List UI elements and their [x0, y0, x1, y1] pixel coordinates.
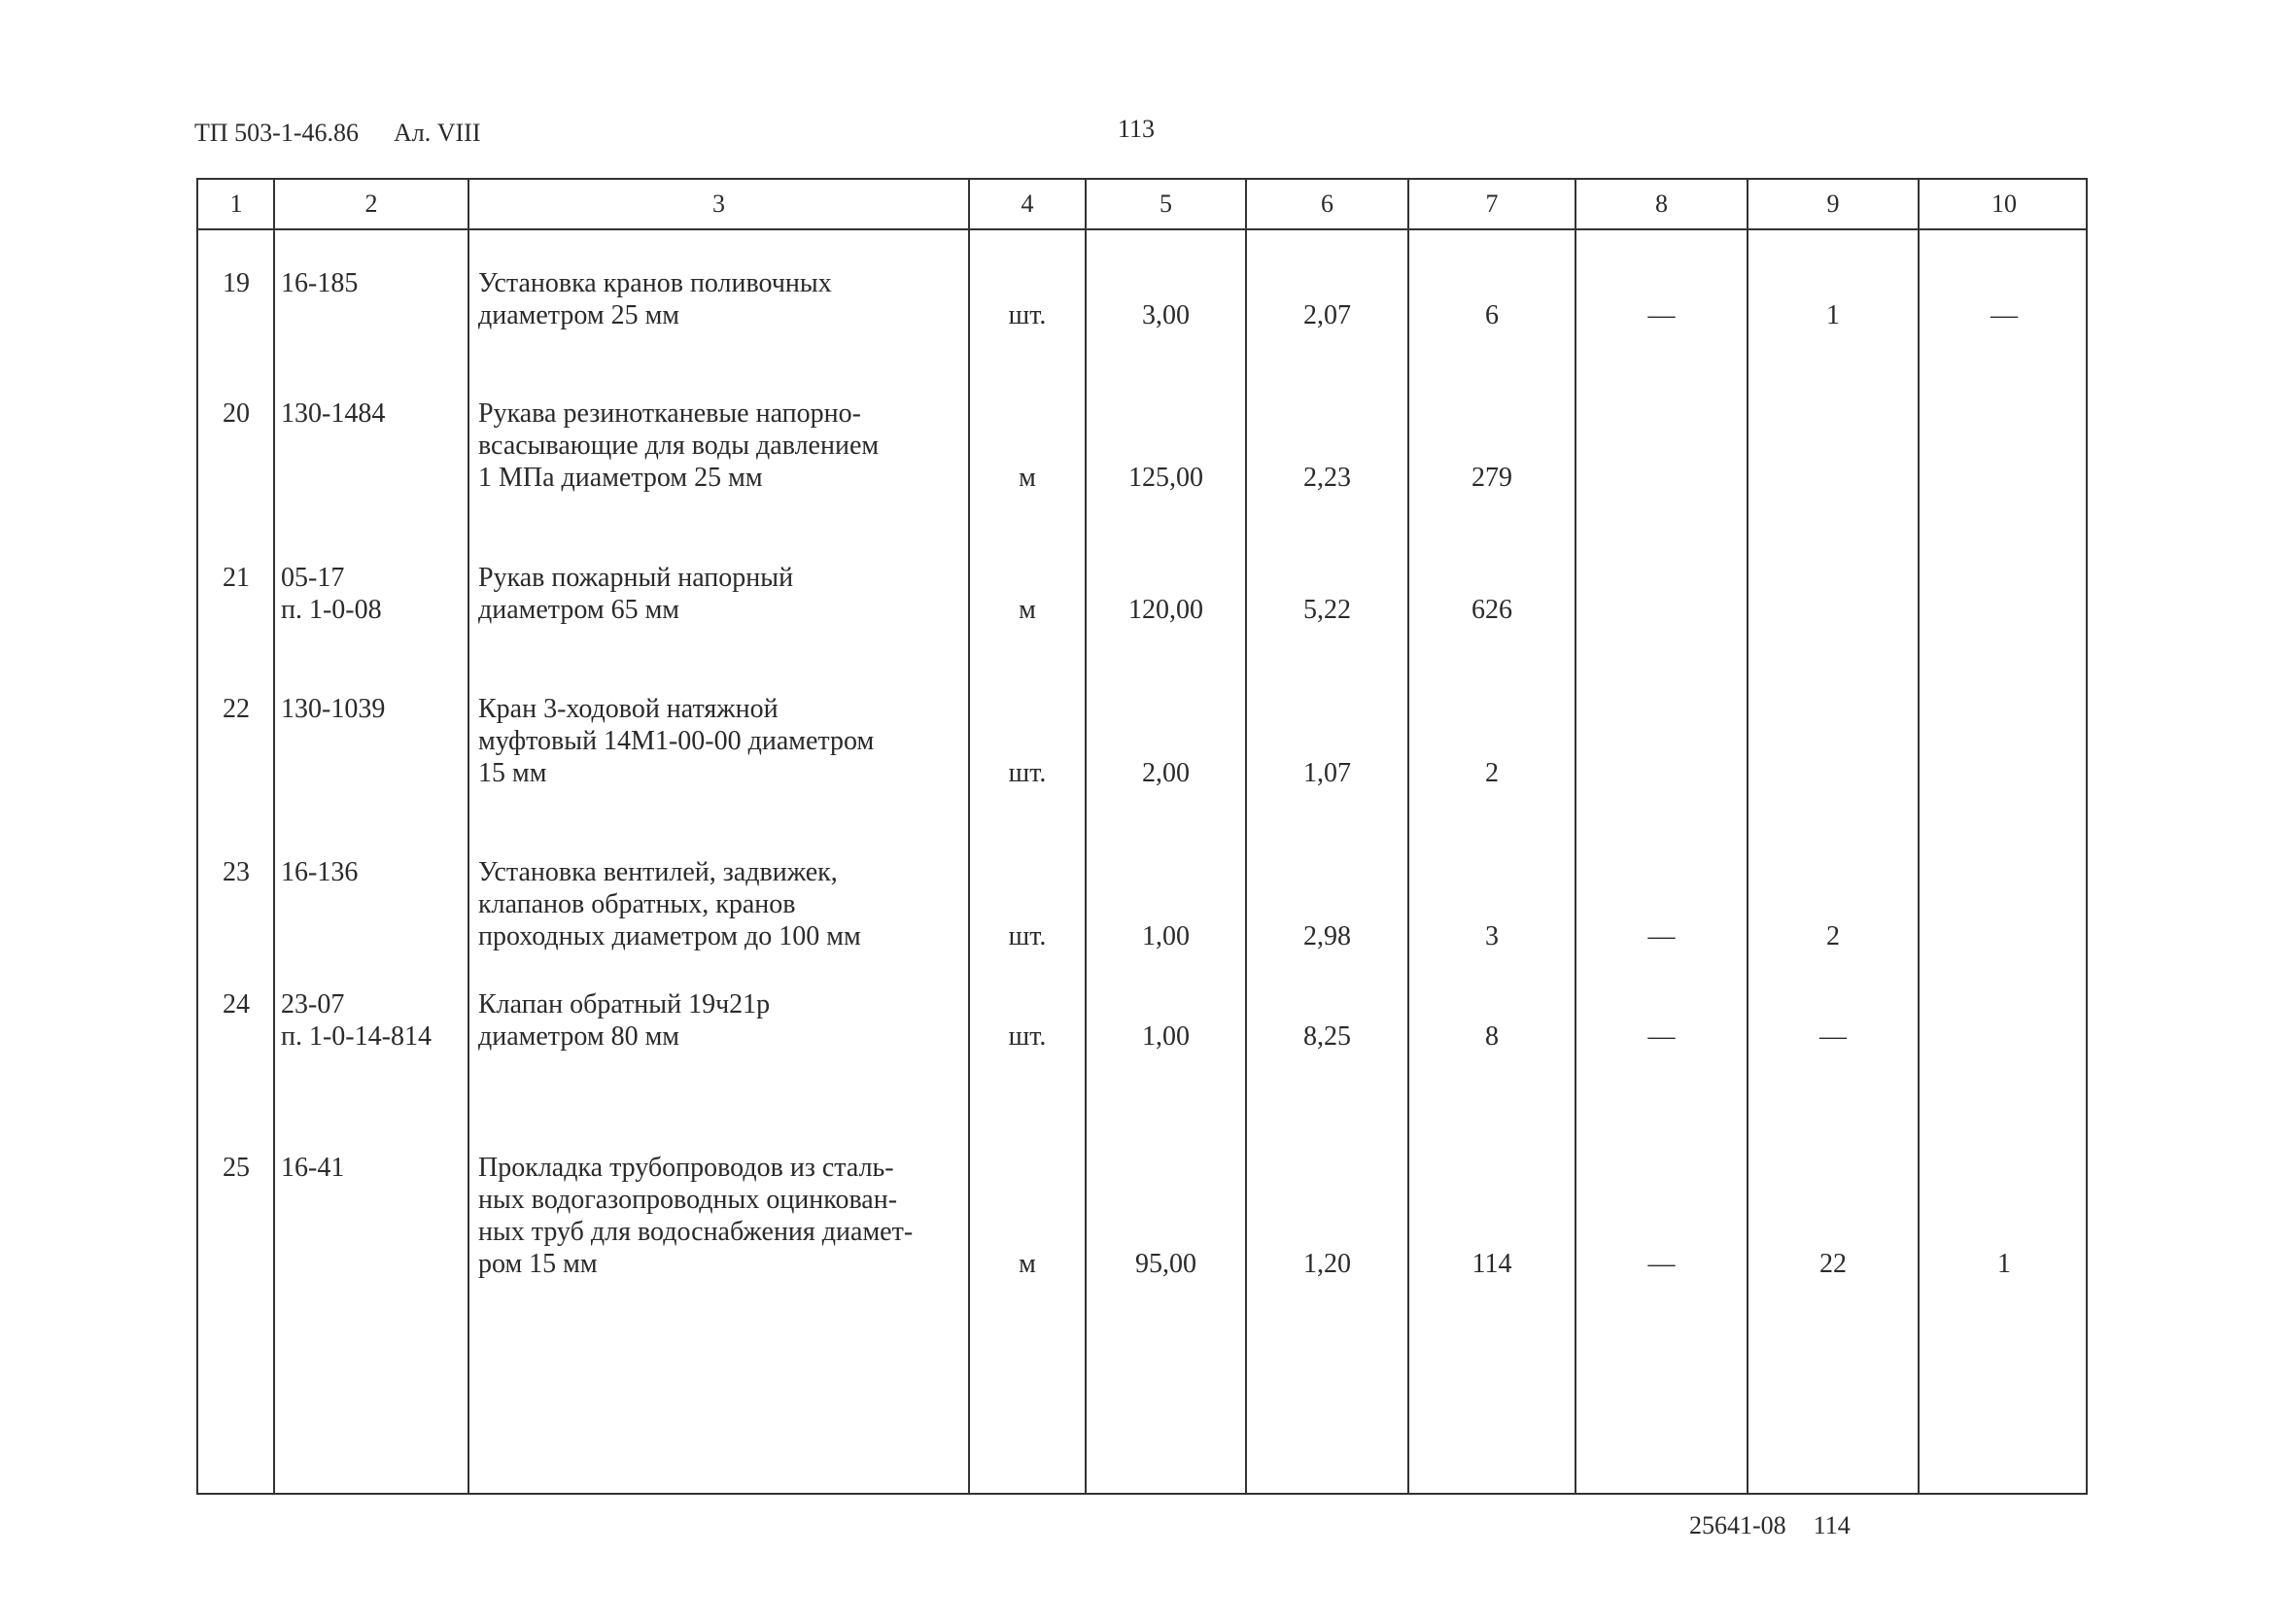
price-cell: 2,98 [1303, 921, 1351, 951]
column-header-7: 7 [1485, 190, 1499, 218]
column-divider [1245, 180, 1247, 1493]
col10-cell: 1 [1997, 1249, 2011, 1279]
code-cell: 130-1484 [281, 398, 386, 429]
column-header-6: 6 [1321, 190, 1333, 218]
footer-doc-number: 25641-08 [1689, 1511, 1786, 1539]
row-number: 20 [223, 398, 250, 429]
code-cell: 16-185 [281, 268, 359, 298]
column-header-9: 9 [1826, 190, 1840, 218]
sheet-label: Ал. VIII [393, 119, 481, 147]
column-divider [1407, 180, 1409, 1493]
unit-cell: шт. [1008, 300, 1047, 330]
name-cell: Рукава резинотканевые напорно- всасывающие для воды давлением 1 МПа диаметром 25 мм [478, 398, 880, 493]
column-header-8: 8 [1655, 190, 1668, 218]
price-cell: 8,25 [1303, 1021, 1351, 1052]
name-cell: Установка вентилей, задвижек, клапанов обратных, кранов проходных диаметром до 100 мм [478, 857, 861, 951]
code-cell: 130-1039 [281, 694, 386, 724]
col8-cell: — [1647, 1249, 1676, 1279]
name-cell: Рукав пожарный напорный диаметром 65 мм [478, 563, 794, 625]
col9-cell: 2 [1826, 921, 1840, 951]
unit-cell: м [1019, 463, 1036, 493]
col8-cell: — [1647, 921, 1676, 951]
column-divider [1747, 180, 1748, 1493]
header-divider [198, 228, 2086, 230]
cost-cell: 279 [1471, 463, 1512, 493]
cost-cell: 2 [1485, 758, 1499, 788]
row-number: 19 [223, 268, 250, 298]
quantity-cell: 120,00 [1128, 595, 1203, 625]
price-cell: 1,20 [1303, 1249, 1351, 1279]
quantity-cell: 1,00 [1142, 1021, 1190, 1052]
col8-cell: — [1647, 1021, 1676, 1052]
row-number: 25 [223, 1153, 250, 1183]
quantity-cell: 1,00 [1142, 921, 1190, 951]
col10-cell: — [1991, 300, 2018, 330]
doc-code: ТП 503-1-46.86 [194, 119, 359, 147]
column-header-2: 2 [364, 190, 378, 218]
price-cell: 1,07 [1303, 758, 1351, 788]
row-number: 22 [223, 694, 250, 724]
column-header-1: 1 [229, 190, 243, 218]
name-cell: Кран 3-ходовой натяжной муфтовый 14М1-00-00 диаметром 15 мм [478, 694, 875, 788]
column-header-10: 10 [1991, 190, 2017, 218]
name-cell: Клапан обратный 19ч21р диаметром 80 мм [478, 989, 771, 1052]
unit-cell: м [1019, 1249, 1036, 1279]
cost-cell: 3 [1485, 921, 1499, 951]
footer [1689, 1511, 1851, 1540]
unit-cell: м [1019, 595, 1036, 625]
price-cell: 2,07 [1303, 300, 1351, 330]
column-divider [1085, 180, 1087, 1493]
column-divider [273, 180, 275, 1493]
col8-cell: — [1647, 300, 1676, 330]
cost-cell: 6 [1485, 300, 1499, 330]
row-number: 23 [223, 857, 250, 887]
unit-cell: шт. [1008, 758, 1047, 788]
cost-cell: 626 [1471, 595, 1512, 625]
quantity-cell: 125,00 [1128, 463, 1203, 493]
row-number: 24 [223, 989, 250, 1019]
column-divider [968, 180, 970, 1493]
cost-cell: 114 [1471, 1249, 1512, 1279]
name-cell: Прокладка трубопроводов из сталь- ных водогазопроводных оцинкован- ных труб для водоснабжения диамет- ром 15 мм [478, 1153, 914, 1279]
column-divider [1575, 180, 1576, 1493]
column-header-5: 5 [1160, 190, 1172, 218]
quantity-cell: 95,00 [1135, 1249, 1196, 1279]
unit-cell: шт. [1008, 921, 1047, 951]
code-cell: 23-07 п. 1-0-14-814 [281, 989, 432, 1052]
column-divider [467, 180, 469, 1493]
column-header-3: 3 [712, 190, 725, 218]
footer-page: 114 [1813, 1511, 1851, 1539]
specification-table [196, 178, 2088, 1495]
quantity-cell: 3,00 [1142, 300, 1190, 330]
price-cell: 5,22 [1303, 595, 1351, 625]
code-cell: 05-17 п. 1-0-08 [281, 563, 382, 625]
price-cell: 2,23 [1303, 463, 1351, 493]
row-number: 21 [223, 563, 250, 593]
code-cell: 16-41 [281, 1153, 345, 1183]
column-divider [1918, 180, 1920, 1493]
col9-cell: — [1819, 1021, 1847, 1052]
column-header-4: 4 [1021, 190, 1034, 218]
cost-cell: 8 [1485, 1021, 1499, 1052]
name-cell: Установка кранов поливочных диаметром 25 мм [478, 268, 832, 330]
col9-cell: 22 [1819, 1249, 1847, 1279]
col9-cell: 1 [1826, 300, 1840, 330]
unit-cell: шт. [1008, 1021, 1047, 1052]
page-number: 113 [1118, 115, 1156, 143]
quantity-cell: 2,00 [1142, 758, 1190, 788]
code-cell: 16-136 [281, 857, 359, 887]
header-doc-code [194, 119, 481, 148]
